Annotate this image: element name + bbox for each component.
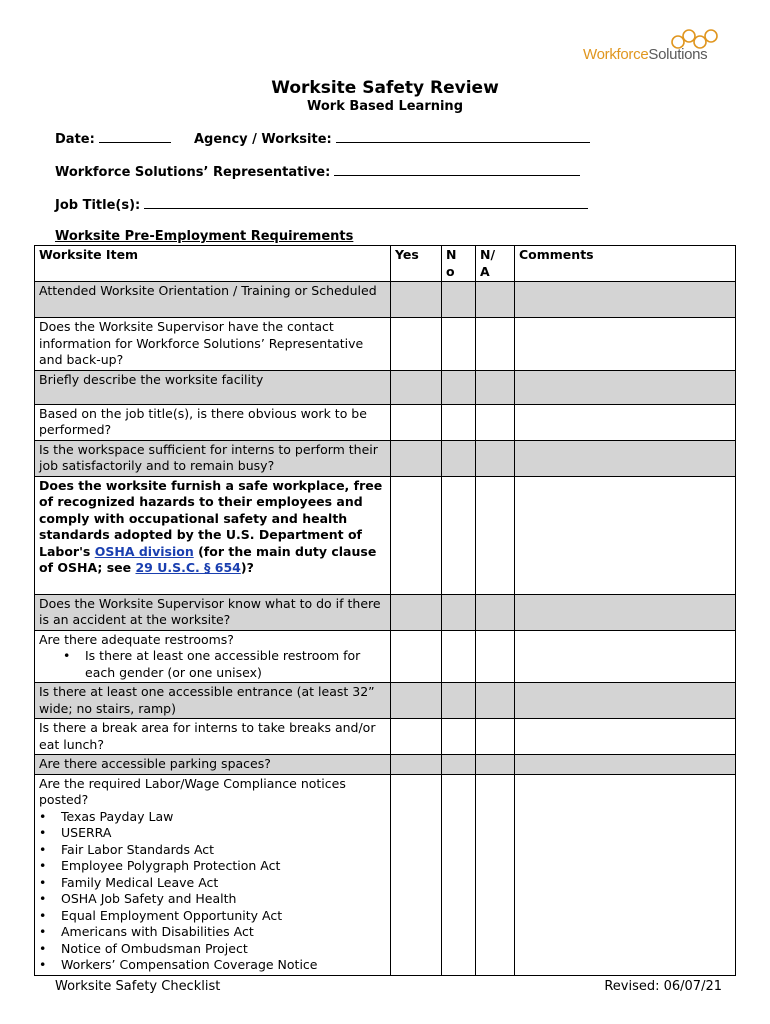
row-workspace-sufficient: Is the workspace sufficient for interns to perform their job satisfactorily and to remain busy? (35, 440, 391, 476)
row-safe-workplace: Does the worksite furnish a safe workplace, free of recognized hazards to their employees and comply with occupational safety and health standards adopted by the U.S. Department of Labor's OSHA division (for the main duty clause of OSHA; see 29 U.S.C. § 654)? (35, 476, 391, 594)
row-accessible-entrance: Is there at least one accessible entrance (at least 32” wide; no stairs, ramp) (35, 683, 391, 719)
row-accident-procedure: Does the Worksite Supervisor know what to do if there is an accident at the worksite? (35, 594, 391, 630)
table-row (35, 683, 736, 719)
agency-label: Agency / Worksite: (194, 132, 332, 147)
na-cell[interactable] (476, 404, 515, 440)
table-row (35, 719, 736, 755)
na-cell[interactable] (476, 755, 515, 775)
comments-cell[interactable] (515, 370, 736, 404)
representative-line[interactable] (334, 164, 580, 176)
comments-cell[interactable] (515, 755, 736, 775)
list-item: • Is there at least one accessible restroom for each gender (or one unisex) (85, 648, 386, 681)
no-cell[interactable] (442, 370, 476, 404)
table-row (35, 774, 736, 975)
yes-cell[interactable] (391, 755, 442, 775)
yes-cell[interactable] (391, 683, 442, 719)
yes-cell[interactable] (391, 774, 442, 975)
page-subtitle: Work Based Learning (306, 99, 463, 114)
list-item: • Employee Polygraph Protection Act (61, 858, 386, 875)
header-yes: Yes (391, 246, 442, 282)
date-line[interactable] (99, 131, 171, 143)
table-row (35, 404, 736, 440)
na-cell[interactable] (476, 282, 515, 318)
header-comments: Comments (515, 246, 736, 282)
no-cell[interactable] (442, 476, 476, 594)
no-cell[interactable] (442, 630, 476, 683)
list-item: • USERRA (61, 825, 386, 842)
comments-cell[interactable] (515, 404, 736, 440)
footer-right: Revised: 06/07/21 (604, 979, 722, 994)
list-item: • Family Medical Leave Act (61, 875, 386, 892)
workforce-solutions-logo (583, 28, 733, 68)
table-row (35, 370, 736, 404)
table-row (35, 755, 736, 775)
no-cell[interactable] (442, 774, 476, 975)
date-label: Date: (55, 132, 95, 147)
yes-cell[interactable] (391, 719, 442, 755)
header-worksite-item: Worksite Item (35, 246, 391, 282)
section-heading: Worksite Pre-Employment Requirements (55, 229, 354, 244)
row-restrooms: Are there adequate restrooms? • Is there at least one accessible restroom for each gender (or one unisex) (35, 630, 391, 683)
row-orientation: Attended Worksite Orientation / Training or Scheduled (35, 282, 391, 318)
agency-line[interactable] (336, 131, 590, 143)
na-cell[interactable] (476, 318, 515, 371)
list-item: • Fair Labor Standards Act (61, 842, 386, 859)
job-title-label: Job Title(s): (55, 198, 141, 213)
header-no: N o (442, 246, 476, 282)
na-cell[interactable] (476, 774, 515, 975)
table-row (35, 594, 736, 630)
na-cell[interactable] (476, 440, 515, 476)
yes-cell[interactable] (391, 476, 442, 594)
notices-list (39, 809, 386, 974)
no-cell[interactable] (442, 719, 476, 755)
na-cell[interactable] (476, 719, 515, 755)
na-cell[interactable] (476, 594, 515, 630)
table-row (35, 630, 736, 683)
header-na: N/ A (476, 246, 515, 282)
usc-654-link[interactable]: 29 U.S.C. § 654 (135, 560, 241, 575)
list-item: • Americans with Disabilities Act (61, 924, 386, 941)
na-cell[interactable] (476, 476, 515, 594)
comments-cell[interactable] (515, 630, 736, 683)
row-break-area: Is there a break area for interns to take breaks and/or eat lunch? (35, 719, 391, 755)
list-item: • OSHA Job Safety and Health (61, 891, 386, 908)
table-header-row (35, 246, 736, 282)
yes-cell[interactable] (391, 594, 442, 630)
row-obvious-work: Based on the job title(s), is there obvious work to be performed? (35, 404, 391, 440)
list-item: • Workers’ Compensation Coverage Notice (61, 957, 386, 974)
na-cell[interactable] (476, 683, 515, 719)
no-cell[interactable] (442, 440, 476, 476)
yes-cell[interactable] (391, 404, 442, 440)
no-cell[interactable] (442, 594, 476, 630)
comments-cell[interactable] (515, 318, 736, 371)
row-supervisor-contact: Does the Worksite Supervisor have the contact information for Workforce Solutions’ Representative and back-up? (35, 318, 391, 371)
no-cell[interactable] (442, 282, 476, 318)
comments-cell[interactable] (515, 476, 736, 594)
date-field[interactable] (55, 131, 171, 147)
no-cell[interactable] (442, 683, 476, 719)
comments-cell[interactable] (515, 594, 736, 630)
requirements-table (34, 245, 736, 976)
row-parking: Are there accessible parking spaces? (35, 755, 391, 775)
row-compliance-notices: Are the required Labor/Wage Compliance notices posted? • Texas Payday Law • USERRA • Fair Labor Standards Act • Employee Polygraph Protection Act • Family Medical Leave Act • OSHA Job Safety and Health • Equal Employment Opportunity Act • Americans with Disabilities Act • Notice of Ombudsman Project • Workers’ Compensation Coverage Notice (35, 774, 391, 975)
table-row (35, 318, 736, 371)
yes-cell[interactable] (391, 440, 442, 476)
representative-field[interactable] (55, 164, 580, 180)
representative-label: Workforce Solutions’ Representative: (55, 165, 331, 180)
na-cell[interactable] (476, 630, 515, 683)
comments-cell[interactable] (515, 683, 736, 719)
footer-left: Worksite Safety Checklist (55, 979, 221, 994)
osha-division-link[interactable]: OSHA division (94, 543, 194, 559)
yes-cell[interactable] (391, 370, 442, 404)
logo-text: WorkforceSolutions (583, 46, 708, 63)
job-title-field[interactable] (55, 197, 588, 213)
page-title: Worksite Safety Review (271, 78, 499, 98)
list-item: • Notice of Ombudsman Project (61, 941, 386, 958)
no-cell[interactable] (442, 318, 476, 371)
comments-cell[interactable] (515, 719, 736, 755)
row-describe-facility: Briefly describe the worksite facility (35, 370, 391, 404)
job-title-line[interactable] (144, 197, 588, 209)
comments-cell[interactable] (515, 282, 736, 318)
no-cell[interactable] (442, 755, 476, 775)
agency-field[interactable] (194, 131, 590, 147)
table-row (35, 440, 736, 476)
yes-cell[interactable] (391, 318, 442, 371)
table-row (35, 476, 736, 594)
comments-cell[interactable] (515, 774, 736, 975)
no-cell[interactable] (442, 404, 476, 440)
yes-cell[interactable] (391, 282, 442, 318)
list-item: • Equal Employment Opportunity Act (61, 908, 386, 925)
yes-cell[interactable] (391, 630, 442, 683)
na-cell[interactable] (476, 370, 515, 404)
list-item: • Texas Payday Law (61, 809, 386, 826)
table-row (35, 282, 736, 318)
comments-cell[interactable] (515, 440, 736, 476)
